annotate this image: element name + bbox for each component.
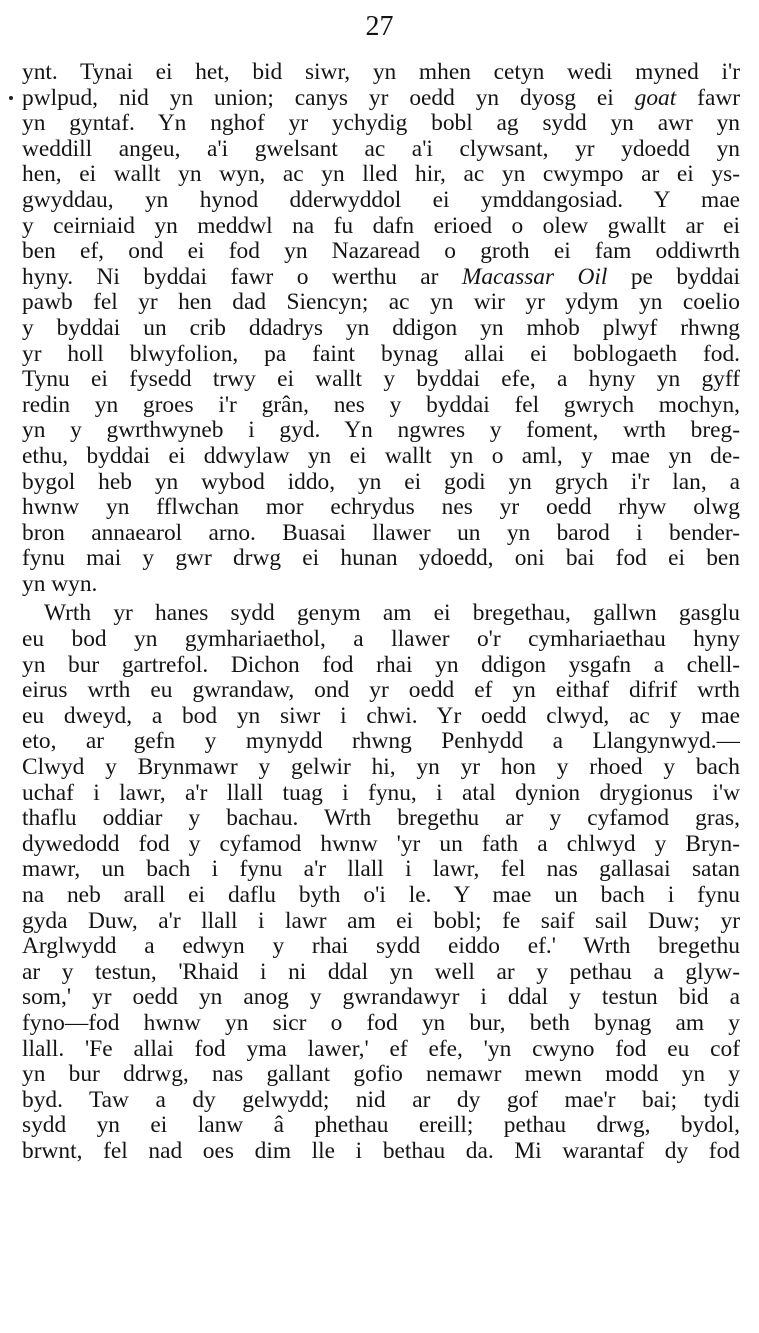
text-line: hwnw yn fflwchan mor echrydus nes yr oedd rhyw olwg (22, 495, 740, 521)
text-line: y byddai un crib ddadrys yn ddigon yn mhob plwyf rhwng (22, 315, 740, 341)
text-line: bron annaearol arno. Buasai llawer un yn barod i bender- (22, 520, 740, 546)
text-line: Clwyd y Brynmawr y gelwir hi, yn yr hon y rhoed y bach (22, 755, 740, 781)
text-line: yn gyntaf. Yn nghof yr ychydig bobl ag sydd yn awr yn (22, 111, 740, 137)
text-line: yr holl blwyfolion, pa faint bynag allai ei boblogaeth fod. (22, 341, 740, 367)
text-line: thaflu oddiar y bachau. Wrth bregethu ar y cyfamod gras, (22, 806, 740, 832)
body-text (22, 60, 740, 1165)
text-line: gyda Duw, a'r llall i lawr am ei bobl; fe saif sail Duw; yr (22, 908, 740, 934)
text-line: eirus wrth eu gwrandaw, ond yr oedd ef yn eithaf difrif wrth (22, 678, 740, 704)
text-line: eu dweyd, a bod yn siwr i chwi. Yr oedd clwyd, ac y mae (22, 703, 740, 729)
text-line: hyny. Ni byddai fawr o werthu ar Macassar Oil pe byddai (22, 264, 740, 290)
text-line: ynt. Tynai ei het, bid siwr, yn mhen cetyn wedi myned i'r (22, 60, 740, 85)
text-line: yn bur gartrefol. Dichon fod rhai yn ddigon ysgafn a chell- (22, 652, 740, 678)
text-line: ethu, byddai ei ddwylaw yn ei wallt yn o aml, y mae yn de- (22, 443, 740, 469)
text-line: na neb arall ei daflu byth o'i le. Y mae un bach i fynu (22, 883, 740, 908)
text-line: pawb fel yr hen dad Siencyn; ac yn wir yr ydym yn coelio (22, 290, 740, 316)
text-line: bygol heb yn wybod iddo, yn ei godi yn grych i'r lan, a (22, 469, 740, 495)
paragraph-start-line: Wrth yr hanes sydd genym am ei bregethau, gallwn gasglu (44, 601, 740, 627)
text-line: hen, ei wallt yn wyn, ac yn lled hir, ac yn cwympo ar ei ys- (22, 162, 740, 188)
text-line: ar y testun, 'Rhaid i ni ddal yn well ar y pethau a glyw- (22, 959, 740, 985)
text-line: y ceirniaid yn meddwl na fu dafn erioed o olew gwallt ar ei (22, 213, 740, 239)
text-line: gwyddau, yn hynod dderwyddol ei ymddangosiad. Y mae (22, 187, 740, 213)
text-line: brwnt, fel nad oes dim lle i bethau da. Mi warantaf dy fod (22, 1138, 740, 1164)
text-line: yn bur ddrwg, nas gallant gofio nemawr mewn modd yn y (22, 1062, 740, 1088)
text-line: pwlpud, nid yn union; canys yr oedd yn dyosg ei goat fawr (22, 85, 740, 111)
text-line: redin yn groes i'r grân, nes y byddai fel gwrych mochyn, (22, 392, 740, 418)
margin-mark (9, 96, 13, 100)
text-line: llall. 'Fe allai fod yma lawer,' ef efe, 'yn cwyno fod eu cof (22, 1036, 740, 1062)
text-line: eto, ar gefn y mynydd rhwng Penhydd a Llangynwyd.— (22, 729, 740, 755)
paragraph-end-line: yn wyn. (22, 571, 98, 597)
page-number: 27 (365, 11, 394, 42)
text-line: mawr, un bach i fynu a'r llall i lawr, fel nas gallasai satan (22, 857, 740, 883)
text-line: som,' yr oedd yn anog y gwrandawyr i ddal y testun bid a (22, 985, 740, 1011)
text-line: byd. Taw a dy gelwydd; nid ar dy gof mae'r bai; tydi (22, 1087, 740, 1113)
text-line: Arglwydd a edwyn y rhai sydd eiddo ef.' Wrth bregethu (22, 934, 740, 960)
text-line: fynu mai y gwr drwg ei hunan ydoedd, oni bai fod ei ben (22, 546, 740, 572)
text-line: uchaf i lawr, a'r llall tuag i fynu, i atal dynion drygionus i'w (22, 780, 740, 806)
text-line: ben ef, ond ei fod yn Nazaread o groth ei fam oddiwrth (22, 239, 740, 265)
text-line: sydd yn ei lanw â phethau ereill; pethau drwg, bydol, (22, 1113, 740, 1139)
text-line: fyno—fod hwnw yn sicr o fod yn bur, beth bynag am y (22, 1010, 740, 1036)
text-line: eu bod yn gymhariaethol, a llawer o'r cymhariaethau hyny (22, 627, 740, 653)
text-line: dywedodd fod y cyfamod hwnw 'yr un fath a chlwyd y Bryn- (22, 831, 740, 857)
text-line: weddill angeu, a'i gwelsant ac a'i clywsant, yr ydoedd yn (22, 136, 740, 162)
text-line: yn y gwrthwyneb i gyd. Yn ngwres y foment, wrth breg- (22, 418, 740, 444)
text-line: Tynu ei fysedd trwy ei wallt y byddai efe, a hyny yn gyff (22, 367, 740, 393)
